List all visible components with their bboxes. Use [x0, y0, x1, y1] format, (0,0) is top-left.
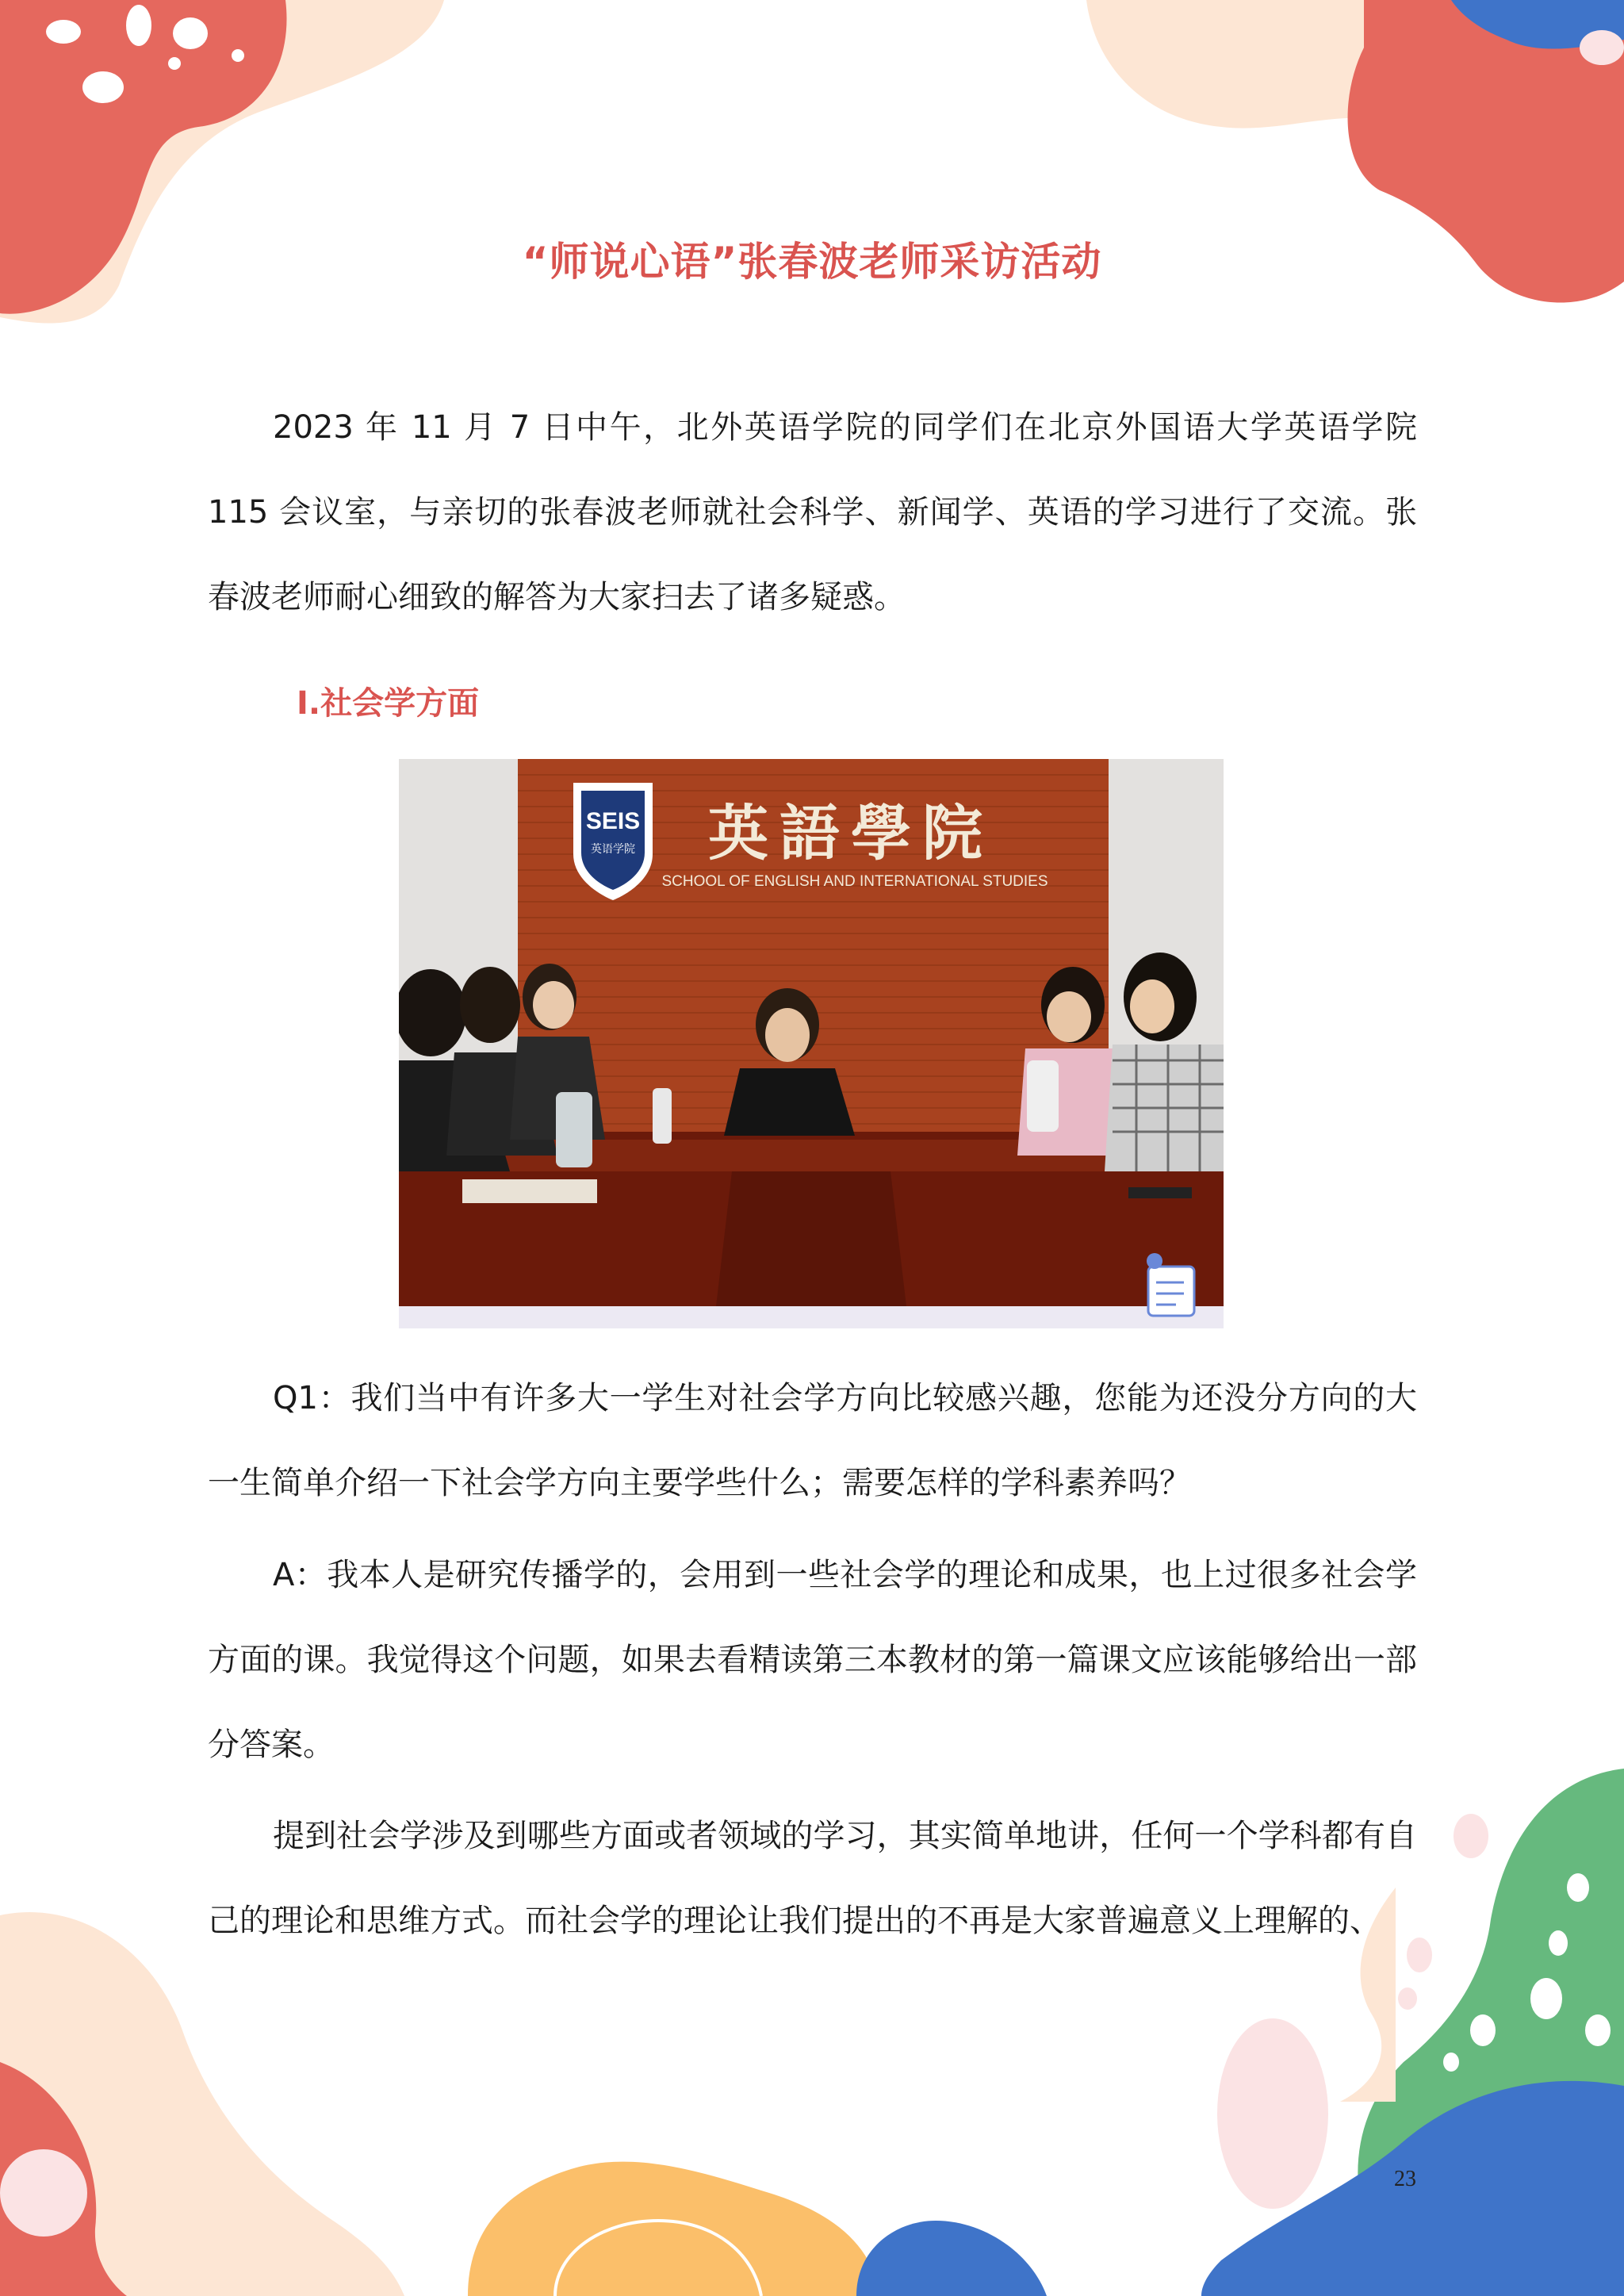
question-1 — [208, 1356, 1417, 1526]
sign-chinese: 英語學院 — [708, 798, 994, 868]
section-heading: Ⅰ.社会学方面 — [297, 685, 480, 722]
page-number: 23 — [1394, 2167, 1416, 2191]
answer-1-text: A：我本人是研究传播学的，会用到一些社会学的理论和成果，也上过很多社会学方面的课。我觉得这个问题，如果去看精读第三本教材的第一篇课文应该能够给出一部分答案。 — [208, 1557, 1417, 1763]
intro-paragraph — [208, 385, 1417, 640]
answer-1-continued — [208, 1794, 1417, 1964]
page-title: “师说心语”张春波老师采访活动 — [522, 239, 1102, 285]
answer-1 — [208, 1533, 1417, 1788]
svg-text:SEIS: SEIS — [585, 808, 641, 834]
svg-text:英语学院: 英语学院 — [591, 843, 635, 856]
question-1-text: Q1：我们当中有许多大一学生对社会学方向比较感兴趣，您能为还没分方向的大一生简单介绍一下社会学方向主要学些什么；需要怎样的学科素养吗？ — [208, 1380, 1417, 1501]
sign-english: SCHOOL OF ENGLISH AND INTERNATIONAL STUDIES — [661, 873, 1048, 890]
interview-photo — [399, 759, 1224, 1328]
answer-1-continued-text: 提到社会学涉及到哪些方面或者领域的学习，其实简单地讲，任何一个学科都有自己的理论和思维方式。而社会学的理论让我们提出的不再是大家普遍意义上理解的、 — [208, 1818, 1417, 1939]
intro-text: 2023 年 11 月 7 日中午，北外英语学院的同学们在北京外国语大学英语学院 115 会议室，与亲切的张春波老师就社会科学、新闻学、英语的学习进行了交流。张春波老师耐心细致的解答为大家扫去了诸多疑惑。 — [208, 409, 1417, 615]
